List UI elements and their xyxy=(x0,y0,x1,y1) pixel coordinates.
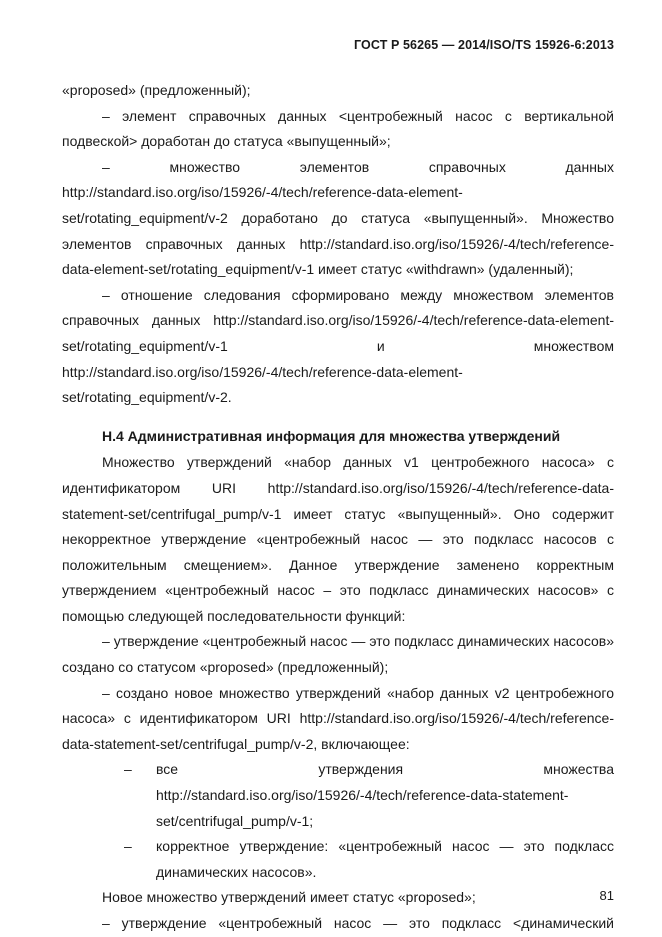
list-item-statement-created: – утверждение «центробежный насос — это подкласс динамических насосов» создано со статусом «proposed» (предложенный); xyxy=(62,633,614,676)
dash-marker: – xyxy=(124,761,132,778)
sub-list-text: корректное утверждение: «центробежный насос — это подкласс динамических насосов». xyxy=(156,838,614,880)
list-item-succession-relation: – отношение следования сформировано между множеством элементов справочных данных http://standard.iso.org/iso/15926/-4/tech/reference-data-element-set/rotating_equipment/v-1 и множеством http://standard.iso.org/iso/15926/-4/tech/reference-data-element-set/rotating_equipment/v-2. xyxy=(62,286,614,406)
paragraph-statement-set: Множество утверждений «набор данных v1 центробежного насоса» с идентификатором URI http://standard.iso.org/iso/15926/-4/tech/reference-data-statement-set/centrifugal_pump/v-1 имеет статус «выпущенный». Оно содержит некорректное утверждение «центробежный насос — это подкласс насосов с положительным смещением». Данное утверждение заменено корректным утверждением «центробежный насос – это подкласс динамических насосов» с помощью следующей последовательности функций: xyxy=(62,454,614,624)
document-body xyxy=(62,78,614,937)
list-item-element-set-url: http://standard.iso.org/iso/15926/-4/tech/reference-data-element- xyxy=(62,184,463,201)
paragraph-proposed-status: «proposed» (предложенный); xyxy=(62,82,251,98)
list-item-element-set-intro: – множество элементов справочных данных xyxy=(102,158,614,175)
sub-list-item-correct-statement xyxy=(124,834,614,885)
page-number: 81 xyxy=(599,888,614,903)
sub-list-text: все утверждения множества http://standard.iso.org/iso/15926/-4/tech/reference-data-statement-set/centrifugal_pump/v-1; xyxy=(156,761,614,829)
dash-marker: – xyxy=(124,838,132,855)
section-heading-h4: Н.4 Административная информация для множества утверждений xyxy=(102,427,561,444)
list-item-element-set-details: set/rotating_equipment/v-2 доработано до статуса «выпущенный». Множество элементов справочных данных http://standard.iso.org/iso/15926/-4/tech/reference-data-element-set/rotating_equipment/v-1 имеет статус «withdrawn» (удаленный); xyxy=(62,209,614,278)
paragraph-new-set-status: Новое множество утверждений имеет статус «proposed»; xyxy=(102,889,476,906)
document-header: ГОСТ Р 56265 — 2014/ISO/TS 15926-6:2013 xyxy=(354,38,614,52)
list-item-new-statement-set: – создано новое множество утверждений «набор данных v2 центробежного насоса» с идентификатором URI http://standard.iso.org/iso/15926/-4/tech/reference-data-statement-set/centrifugal_pump/v-2, включающее: xyxy=(62,684,614,752)
list-item-statement-dynamic: – утверждение «центробежный насос — это подкласс <динамический xyxy=(102,915,614,931)
list-item-vertical-pump: – элемент справочных данных <центробежный насос с вертикальной подвеской> доработан до статуса «выпущенный»; xyxy=(62,107,614,150)
sub-list-item-all-statements xyxy=(124,757,614,834)
